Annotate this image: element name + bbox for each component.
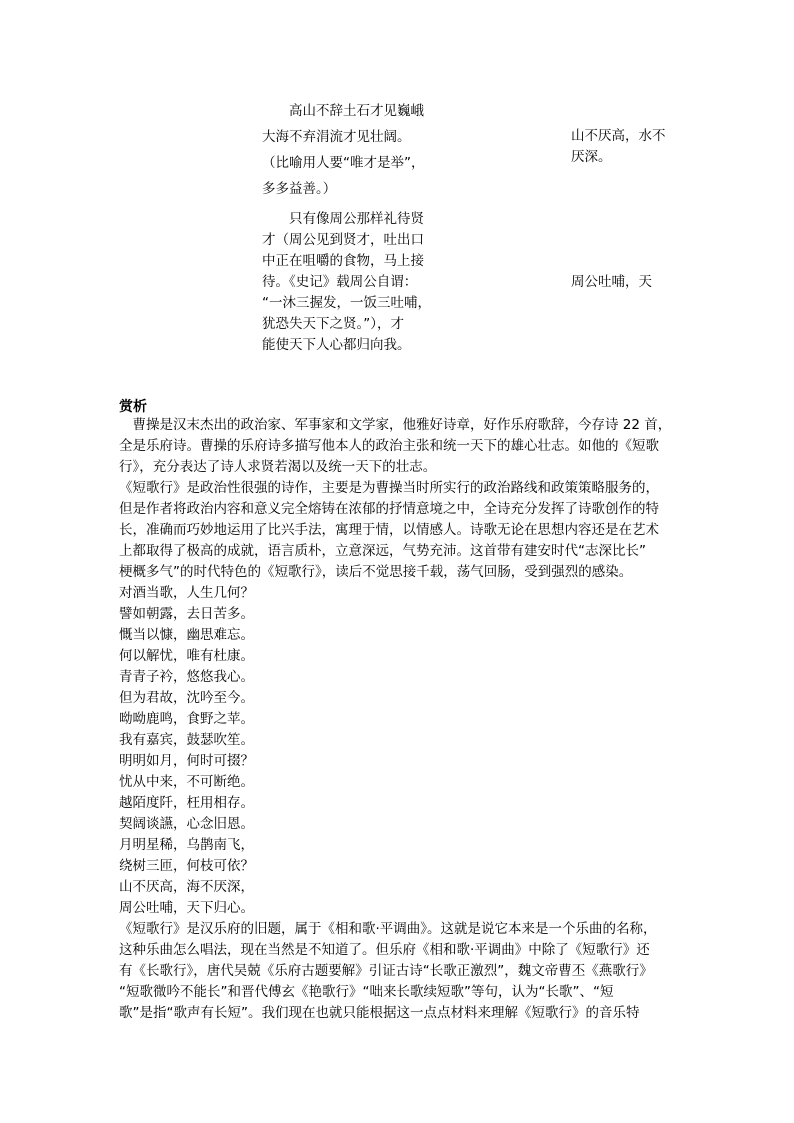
table-cell-explanation (262, 101, 447, 200)
table-cell-line: 多多益善。） (262, 181, 337, 197)
paragraph-line: 梗概多气”的时代特色的《短歌行》，读后不觉思接千载，荡气回肠，受到强烈的感染。 (119, 564, 633, 580)
poem-line: 明明如月，何时可掇？ (119, 753, 254, 769)
table-cell-line: 大海不弃涓流才见壮阔。 (262, 129, 411, 145)
poem-line: 譬如朝露，去日苦多。 (119, 606, 254, 622)
paragraph-line: 上都取得了极高的成就，语言质朴，立意深远，气势充沛。这首带有建安时代“志深比长” (119, 543, 646, 559)
table-cell-line: 能使天下人心都归向我。 (262, 337, 411, 353)
table-cell-line: 周公吐哺，天 (571, 274, 652, 290)
poem-text (119, 583, 677, 919)
table-cell-line: 犹恐失天下之贤。”），才 (262, 316, 404, 332)
paragraph-line: 这种乐曲怎么唱法，现在当然是不知道了。但乐府《相和歌·平调曲》中除了《短歌行》还 (119, 942, 650, 958)
paragraph-line: 长，准确而巧妙地运用了比兴手法，寓理于情，以情感人。诗歌无论在思想内容还是在艺术 (119, 522, 659, 538)
table-cell-line: 才（周公见到贤才，吐出口 (262, 232, 424, 248)
table-cell-line: 只有像周公那样礼待贤 (289, 211, 424, 227)
paragraph-line: 有《长歌行》，唐代吴兢《乐府古题要解》引证古诗“长歌正激烈”，魏文帝曹丕《燕歌行》 (119, 963, 653, 979)
poem-line: 月明星稀，乌鹊南飞， (119, 837, 254, 853)
poem-line: 我有嘉宾，鼓瑟吹笙。 (119, 732, 254, 748)
paragraph-line: 歌”是指“歌声有长短”。我们现在也就只能根据这一点点材料来理解《短歌行》的音乐特 (119, 1005, 640, 1021)
table-cell-verse (571, 272, 681, 293)
section-title: 赏析 (119, 399, 147, 415)
analysis-body (119, 415, 677, 1024)
paragraph-line: 《短歌行》是政治性很强的诗作，主要是为曹操当时所实行的政治路线和政策策略服务的， (119, 480, 659, 496)
poem-line: 慨当以慷，幽思难忘。 (119, 627, 254, 643)
paragraph-line: 《短歌行》是汉乐府的旧题，属于《相和歌·平调曲》。这就是说它本来是一个乐曲的名称， (119, 921, 657, 937)
poem-line: 越陌度阡，枉用相存。 (119, 795, 254, 811)
table-cell-verse (571, 126, 681, 168)
poem-line: 但为君故，沈吟至今。 (119, 690, 254, 706)
poem-line: 对酒当歌，人生几何？ (119, 585, 254, 601)
table-cell-line: 待。《史记》载周公自谓： (262, 274, 418, 290)
paragraph-line: 但是作者将政治内容和意义完全熔铸在浓郁的抒情意境之中，全诗充分发挥了诗歌创作的特 (119, 501, 659, 517)
table-cell-line: （比喻用人要“唯才是举”， (262, 155, 425, 171)
poem-line: 周公吐哺，天下归心。 (119, 900, 254, 916)
table-cell-line: 厌深。 (571, 149, 612, 165)
poem-line: 何以解忧，唯有杜康。 (119, 648, 254, 664)
paragraph-line: 全是乐府诗。曹操的乐府诗多描写他本人的政治主张和统一天下的雄心壮志。如他的《短歌 (119, 438, 659, 454)
table-cell-line: “一沐三握发，一饭三吐哺， (262, 295, 431, 311)
table-cell-line: 中正在咀嚼的食物，马上接 (262, 253, 424, 269)
table-cell-explanation (262, 209, 447, 356)
intro-paragraph (119, 415, 677, 583)
poem-line: 绕树三匝，何枝可依？ (119, 858, 254, 874)
closing-paragraph (119, 919, 677, 1024)
poem-line: 忧从中来，不可断绝。 (119, 774, 254, 790)
poem-line: 山不厌高，海不厌深， (119, 879, 254, 895)
poem-line: 青青子衿，悠悠我心。 (119, 669, 254, 685)
paragraph-line: “短歌微吟不能长”和晋代傅玄《艳歌行》“咄来长歌续短歌”等句，认为“长歌”、“短 (119, 984, 614, 1000)
paragraph-line: 曹操是汉末杰出的政治家、军事家和文学家，他雅好诗章，好作乐府歌辞，今存诗 22 首， (119, 417, 672, 433)
poem-line: 契阔谈讌，心念旧恩。 (119, 816, 254, 832)
paragraph-line: 行》，充分表达了诗人求贤若渴以及统一天下的壮志。 (119, 459, 437, 475)
table-cell-line: 山不厌高，水不 (571, 128, 666, 144)
poem-line: 呦呦鹿鸣，食野之苹。 (119, 711, 254, 727)
table-cell-line: 高山不辞土石才见巍峨 (289, 103, 424, 119)
